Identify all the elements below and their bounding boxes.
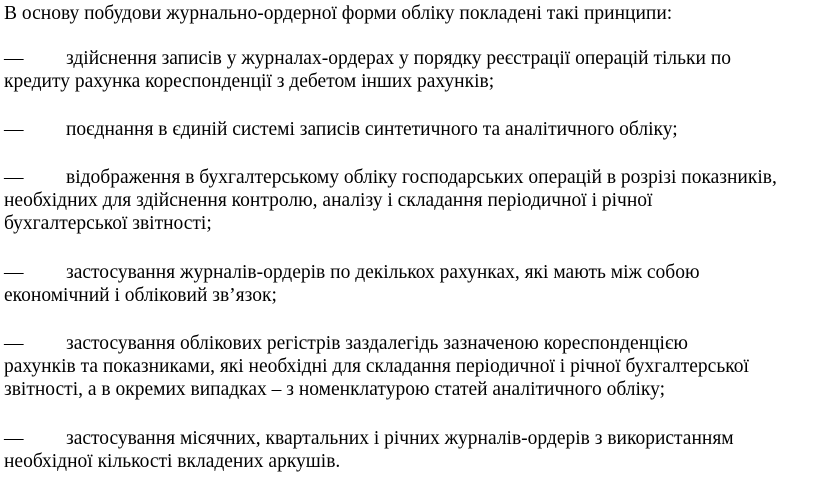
em-dash-marker: —	[4, 428, 24, 449]
principle-line	[4, 261, 812, 284]
principle-line: необхідних для здійснення контролю, аналізу і складання періодичної і річної	[4, 190, 653, 211]
principle-line: бухгалтерської звітності;	[4, 213, 212, 234]
principle-text: поєднання в єдиній системі записів синтетичного та аналітичного обліку;	[66, 119, 678, 140]
principle-line	[4, 332, 812, 355]
principle-line	[4, 47, 812, 70]
principle-item-2	[4, 118, 812, 141]
principle-text: застосування облікових регістрів заздалегідь зазначеною кореспонденцією	[66, 333, 688, 354]
em-dash-marker: —	[4, 333, 24, 354]
principle-line: необхідної кількості вкладених аркушів.	[4, 451, 341, 472]
intro-paragraph: В основу побудови журнально-ордерної форми обліку покладені такі принципи:	[4, 3, 673, 24]
principle-item-4	[4, 261, 812, 307]
principle-text: здійснення записів у журналах-ордерах у порядку реєстрації операцій тільки по	[66, 48, 732, 69]
principle-line: кредиту рахунка кореспонденції з дебетом інших рахунків;	[4, 71, 495, 92]
principle-text: застосування журналів-ордерів по декількох рахунках, які мають між собою	[66, 262, 700, 283]
principle-line	[4, 166, 812, 189]
em-dash-marker: —	[4, 119, 24, 140]
principle-text: застосування місячних, квартальних і річних журналів-ордерів з використанням	[66, 428, 734, 449]
principle-line: звітності, а в окремих випадках – з номенклатурою статей аналітичного обліку;	[4, 379, 666, 400]
principle-line: рахунків та показниками, які необхідні для складання періодичної і річної бухгалтерської	[4, 356, 749, 377]
em-dash-marker: —	[4, 48, 24, 69]
principle-text: відображення в бухгалтерському обліку господарських операцій в розрізі показників,	[66, 167, 777, 188]
principle-item-6	[4, 427, 812, 473]
em-dash-marker: —	[4, 167, 24, 188]
principle-item-3	[4, 166, 812, 235]
principle-item-5	[4, 332, 812, 401]
principle-line	[4, 118, 812, 141]
principle-line	[4, 427, 812, 450]
principle-item-1	[4, 47, 812, 93]
em-dash-marker: —	[4, 262, 24, 283]
principle-line: економічний і обліковий зв’язок;	[4, 285, 277, 306]
